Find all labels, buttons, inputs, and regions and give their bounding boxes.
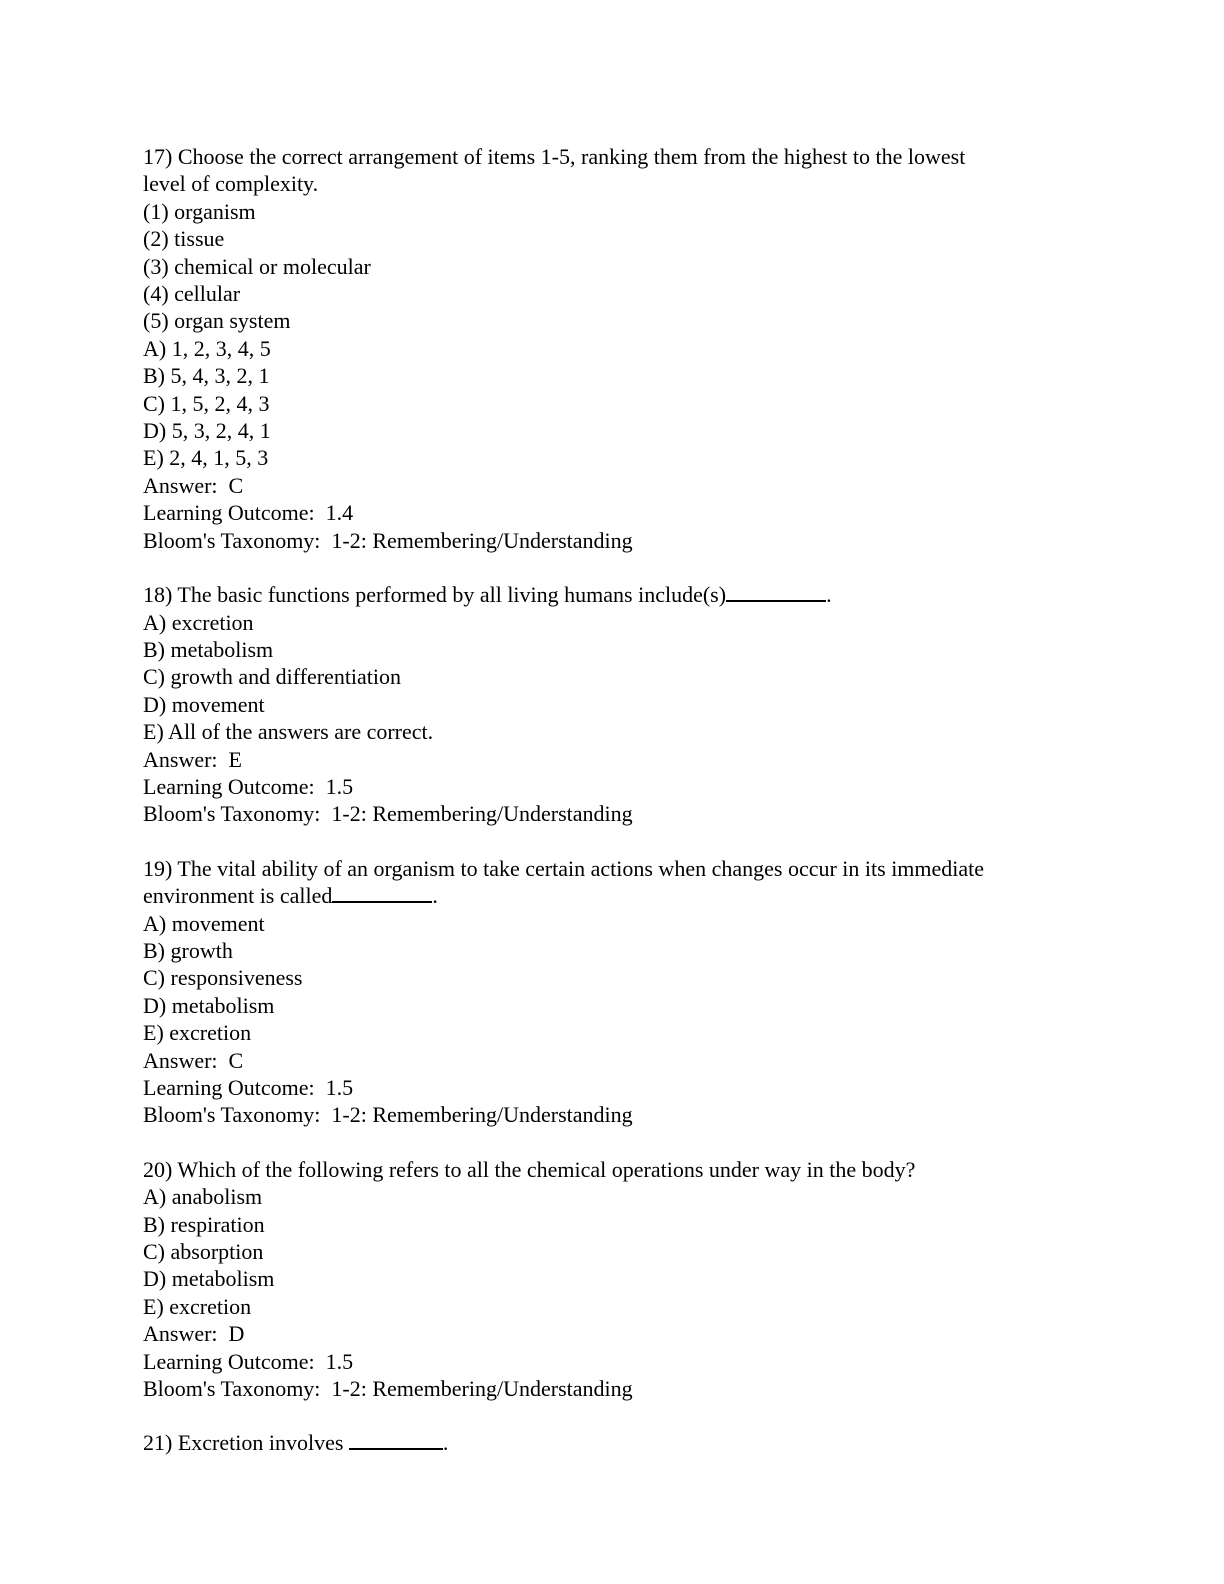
blooms-taxonomy: Bloom's Taxonomy: 1-2: Remembering/Understanding: [143, 1102, 633, 1128]
list-item: (2) tissue: [143, 226, 225, 252]
list-item: (4) cellular: [143, 281, 241, 307]
learning-outcome: Learning Outcome: 1.4: [143, 500, 354, 526]
question-17: [143, 143, 1083, 554]
answer-key: Answer: D: [143, 1321, 245, 1347]
answer-option-a: A) anabolism: [143, 1184, 263, 1210]
answer-option-e: E) excretion: [143, 1020, 252, 1046]
stem-punctuation: .: [442, 1430, 449, 1456]
list-item: (3) chemical or molecular: [143, 253, 371, 279]
stem-text: environment is called: [143, 883, 333, 909]
answer-option-b: B) metabolism: [143, 636, 274, 662]
answer-option-c: C) absorption: [143, 1239, 264, 1265]
answer-key: Answer: E: [143, 746, 242, 772]
question-stem: [143, 1429, 1083, 1456]
question-21: [143, 1429, 1083, 1456]
answer-option-d: D) movement: [143, 691, 265, 717]
question-18: [143, 581, 1083, 828]
answer-option-b: B) 5, 4, 3, 2, 1: [143, 363, 270, 389]
blooms-taxonomy: Bloom's Taxonomy: 1-2: Remembering/Understanding: [143, 527, 633, 553]
answer-option-b: B) growth: [143, 937, 233, 963]
question-stem: 19) The vital ability of an organism to take certain actions when changes occur in its immediate: [143, 855, 985, 881]
answer-key: Answer: C: [143, 1047, 244, 1073]
fill-in-blank: [332, 882, 432, 903]
list-item: (5) organ system: [143, 308, 291, 334]
learning-outcome: Learning Outcome: 1.5: [143, 1348, 354, 1374]
answer-option-c: C) responsiveness: [143, 965, 303, 991]
learning-outcome: Learning Outcome: 1.5: [143, 773, 354, 799]
answer-option-c: C) growth and differentiation: [143, 664, 402, 690]
question-20: [143, 1156, 1083, 1403]
question-stem: 17) Choose the correct arrangement of items 1-5, ranking them from the highest to the lowest: [143, 144, 966, 169]
fill-in-blank: [349, 1429, 443, 1450]
blooms-taxonomy: Bloom's Taxonomy: 1-2: Remembering/Understanding: [143, 1376, 633, 1402]
answer-option-d: D) metabolism: [143, 992, 275, 1018]
answer-option-e: E) excretion: [143, 1293, 252, 1319]
question-stem: level of complexity.: [143, 171, 319, 197]
stem-punctuation: .: [432, 883, 438, 909]
stem-text: 21) Excretion involves: [143, 1430, 349, 1456]
answer-option-d: D) metabolism: [143, 1266, 275, 1292]
question-stem: [143, 581, 1083, 608]
blooms-taxonomy: Bloom's Taxonomy: 1-2: Remembering/Understanding: [143, 801, 633, 827]
document-page: [143, 143, 1083, 1484]
answer-option-a: A) movement: [143, 910, 265, 936]
answer-option-e: E) All of the answers are correct.: [143, 719, 434, 745]
answer-key: Answer: C: [143, 472, 244, 498]
answer-option-b: B) respiration: [143, 1211, 265, 1237]
answer-option-d: D) 5, 3, 2, 4, 1: [143, 418, 271, 444]
answer-option-c: C) 1, 5, 2, 4, 3: [143, 390, 270, 416]
answer-option-a: A) excretion: [143, 609, 254, 635]
question-stem: [143, 882, 1083, 909]
stem-text: 18) The basic functions performed by all living humans include(s): [143, 582, 727, 608]
question-19: [143, 855, 1083, 1129]
stem-punctuation: .: [826, 582, 832, 608]
answer-option-e: E) 2, 4, 1, 5, 3: [143, 445, 269, 471]
answer-option-a: A) 1, 2, 3, 4, 5: [143, 335, 271, 361]
fill-in-blank: [726, 581, 826, 602]
learning-outcome: Learning Outcome: 1.5: [143, 1075, 354, 1100]
question-stem: 20) Which of the following refers to all the chemical operations under way in the body?: [143, 1156, 916, 1182]
list-item: (1) organism: [143, 198, 256, 224]
